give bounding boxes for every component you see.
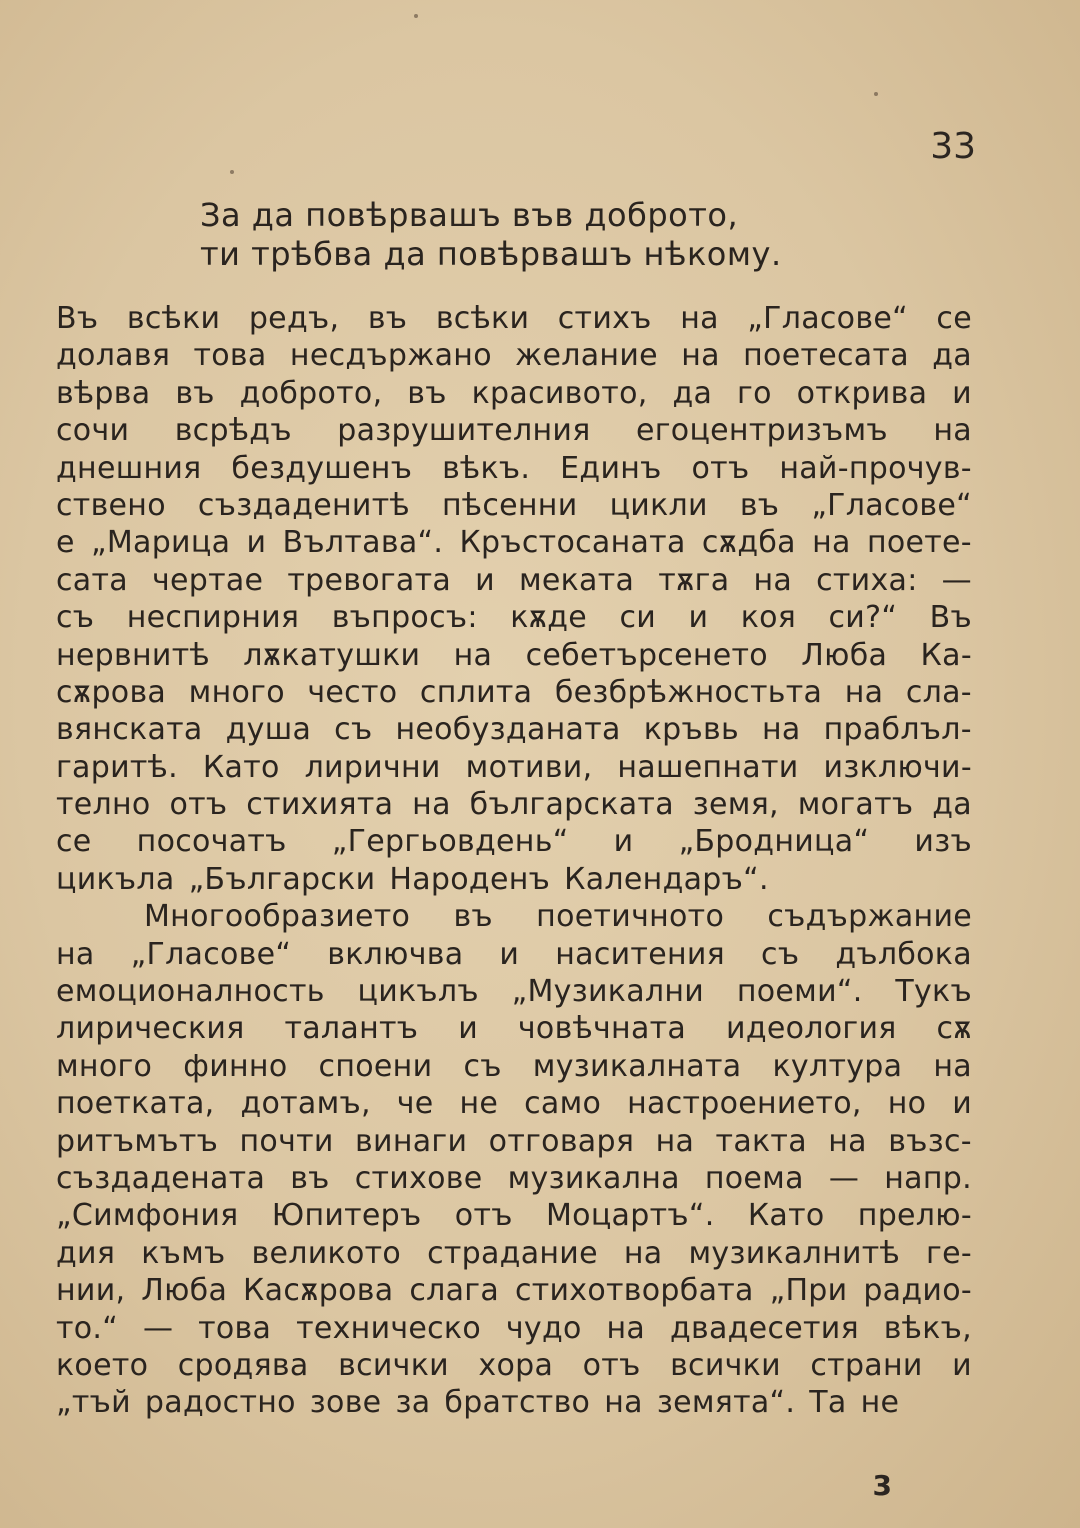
- text-line: „Симфония Юпитеръ отъ Моцартъ“. Като прелю-: [56, 1198, 972, 1234]
- page-number: 33: [930, 126, 976, 167]
- paper-speck: [230, 170, 234, 174]
- text-line: много финно споени съ музикалната култура на: [56, 1048, 972, 1084]
- text-line: емоционалность цикълъ „Музикални поеми“. Тукъ: [56, 974, 972, 1010]
- text-line: телно отъ стихията на българската земя, могатъ да: [56, 787, 972, 823]
- text-line: сочи всрѣдъ разрушителния егоцентризъмъ на: [56, 413, 972, 449]
- text-line: ствено създаденитѣ пѣсенни цикли въ „Гласове“: [56, 487, 972, 523]
- text-line: долавя това несдържано желание на поетесата да: [56, 338, 972, 374]
- text-line: вѣрва въ доброто, въ красивото, да го открива и: [56, 375, 972, 411]
- text-line: гаритѣ. Като лирични мотиви, нашепнати изключи-: [56, 749, 972, 785]
- text-line: нервнитѣ лѫкатушки на себетърсенето Люба Ка-: [56, 637, 972, 673]
- text-line: то.“ — това техническо чудо на двадесетия вѣкъ,: [56, 1310, 972, 1346]
- epigraph-line: ти трѣбва да повѣрвашъ нѣкому.: [200, 235, 782, 273]
- text-line: лирическия талантъ и човѣчната идеология сѫ: [56, 1011, 972, 1047]
- epigraph: [200, 196, 782, 274]
- epigraph-line: За да повѣрвашъ във доброто,: [200, 196, 739, 234]
- text-line: нии, Люба Касѫрова слага стихотворбата „При радио-: [56, 1273, 972, 1309]
- text-line: „тъй радостно зове за братство на земята“. Та не: [56, 1385, 900, 1421]
- text-line: сѫрова много често сплита безбрѣжностьта на сла-: [56, 674, 972, 710]
- text-line: сата чертае тревогата и меката тѫга на стиха: —: [56, 562, 972, 598]
- text-line: Многообразието въ поетичното съдържание: [144, 899, 972, 935]
- text-line: цикъла „Български Народенъ Календаръ“.: [56, 861, 769, 897]
- text-line: Въ всѣки редъ, въ всѣки стихъ на „Гласове“ се: [56, 301, 972, 336]
- text-line: съ неспирния въпросъ: кѫде си и коя си?“ Въ: [56, 600, 972, 636]
- text-line: днешния бездушенъ вѣкъ. Единъ отъ най-прочув-: [56, 450, 972, 486]
- signature-mark: 3: [872, 1469, 892, 1502]
- text-line: създадената въ стихове музикална поема — напр.: [56, 1160, 972, 1196]
- text-line: се посочатъ „Гергьовдень“ и „Бродница“ изъ: [56, 824, 972, 860]
- text-line: е „Марица и Вълтава“. Кръстосаната сѫдба на поете-: [56, 525, 972, 561]
- text-line: вянската душа съ необузданата кръвь на праблъл-: [56, 712, 972, 748]
- body-text: [56, 300, 972, 1422]
- text-line: което сродява всички хора отъ всички страни и: [56, 1347, 972, 1383]
- paper-speck: [874, 92, 878, 96]
- text-line: дия къмъ великото страдание на музикалнитѣ ге-: [56, 1235, 972, 1271]
- paper-speck: [414, 14, 418, 18]
- text-line: на „Гласове“ включва и наситения съ дълбока: [56, 936, 972, 972]
- text-line: поетката, дотамъ, че не само настроението, но и: [56, 1086, 972, 1122]
- text-line: ритъмътъ почти винаги отговаря на такта на възс-: [56, 1123, 972, 1159]
